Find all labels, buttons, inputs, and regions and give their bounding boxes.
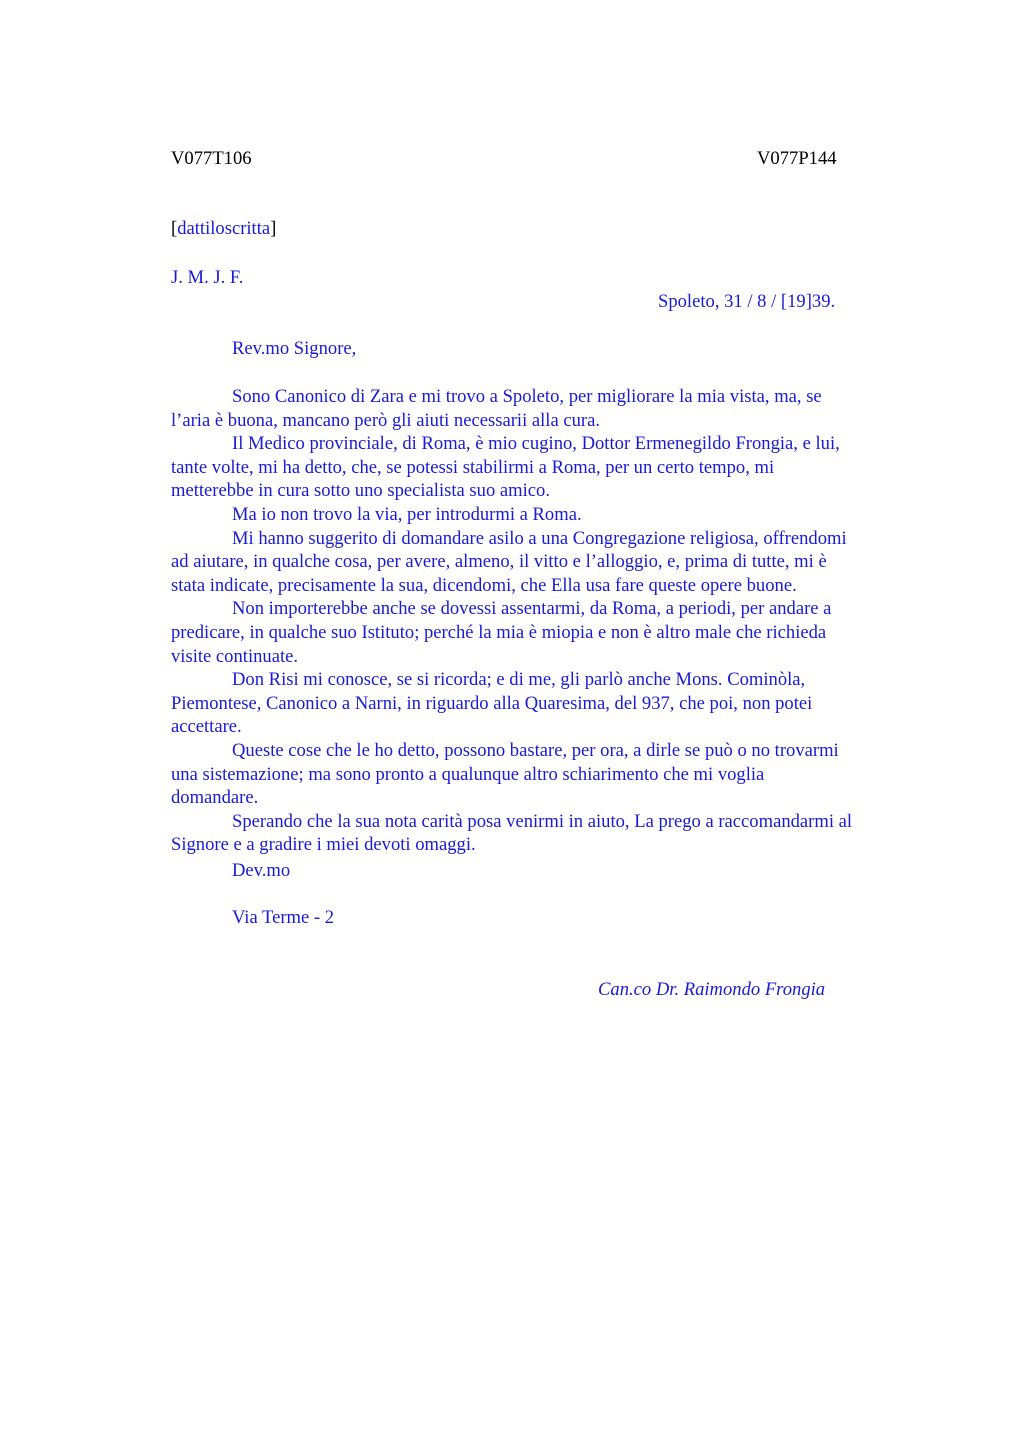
text-line: predicare, in qualche suo Istituto; perché la mia è miopia e non è altro male che richieda (171, 621, 827, 643)
text-line: Queste cose che le ho detto, possono bastare, per ora, a dirle se può o no trovarmi (232, 739, 839, 761)
text-line: Mi hanno suggerito di domandare asilo a una Congregazione religiosa, offrendomi (232, 527, 847, 549)
paragraph (171, 432, 923, 503)
paragraph (171, 527, 923, 598)
letter-body (171, 385, 923, 857)
paragraph (171, 597, 923, 668)
typewritten-label: dattiloscritta (177, 218, 271, 239)
text-line: ad aiutare, in qualche cosa, per avere, almeno, il vitto e l’alloggio, e, prima di tutte, mi è (171, 551, 827, 573)
paragraph (171, 385, 923, 432)
text-line: Don Risi mi conosce, se si ricorda; e di me, gli parlò anche Mons. Cominòla, (232, 669, 806, 691)
paragraph (171, 739, 923, 810)
text-line: Piemontese, Canonico a Narni, in riguardo alla Quaresima, del 937, che poi, non potei (171, 692, 813, 714)
date-line: Spoleto, 31 / 8 / [19]39. (658, 291, 836, 312)
signature: Can.co Dr. Raimondo Frongia (598, 979, 826, 1000)
bracket-close: ] (270, 218, 277, 239)
text-line: Ma io non trovo la via, per introdurmi a Roma. (232, 503, 582, 525)
text-line: Il Medico provinciale, di Roma, è mio cugino, Dottor Ermenegildo Frongia, e lui, (232, 433, 840, 455)
salutation: Rev.mo Signore, (232, 338, 357, 359)
text-line: stata indicate, precisamente la sua, dicendomi, che Ella usa fare queste opere buone. (171, 574, 797, 596)
text-line: domandare. (171, 787, 259, 809)
text-line: tante volte, mi ha detto, che, se potessi stabilirmi a Roma, per un certo tempo, mi (171, 456, 775, 478)
text-line: Sperando che la sua nota carità posa venirmi in aiuto, La prego a raccomandarmi al (232, 810, 853, 832)
paragraph (171, 810, 923, 857)
address: Via Terme - 2 (232, 907, 335, 928)
text-line: metterebbe in cura sotto uno specialista suo amico. (171, 480, 550, 502)
invocation: J. M. J. F. (171, 267, 244, 288)
text-line: l’aria è buona, mancano però gli aiuti necessarii alla cura. (171, 409, 601, 431)
archive-code-left: V077T106 (171, 148, 252, 169)
text-line: Sono Canonico di Zara e mi trovo a Spoleto, per migliorare la mia vista, ma, se (232, 386, 822, 407)
text-line: una sistemazione; ma sono pronto a qualunque altro schiarimento che mi voglia (171, 763, 765, 785)
paragraph (171, 668, 923, 739)
closing: Dev.mo (232, 860, 291, 881)
typewritten-note (171, 217, 276, 241)
text-line: accettare. (171, 716, 242, 738)
text-line: visite continuate. (171, 645, 299, 667)
archive-code-right: V077P144 (757, 148, 837, 169)
text-line: Non importerebbe anche se dovessi assentarmi, da Roma, a periodi, per andare a (232, 598, 832, 620)
bracket-open: [ (171, 218, 178, 239)
paragraph (171, 503, 923, 527)
text-line: Signore e a gradire i miei devoti omaggi. (171, 834, 476, 856)
